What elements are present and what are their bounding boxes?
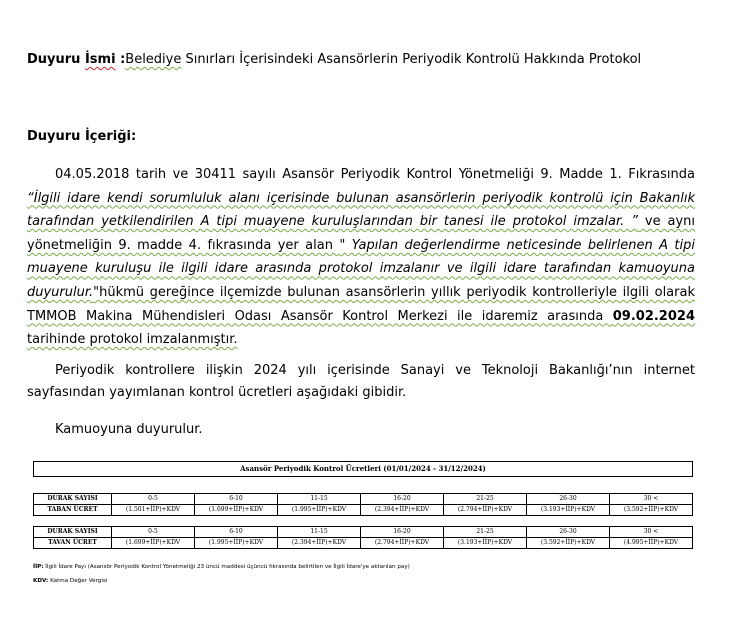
para1-text-1: 04.05.2018 tarih ve 30411 sayılı Asansör Periyodik Kontrol Yönetmeliği 9. Madde 1. Fıkrasında — [55, 167, 695, 182]
ceiling-fee-label: TAVAN ÜCRET — [34, 538, 112, 549]
fee-cell: (3.193+İİP)+KDV — [527, 505, 610, 516]
announcement-name-value-a: Belediye — [125, 52, 182, 67]
iip-text: İlgili İdare Payı (Asansör Periyodik Kontrol Yönetmeliği 23 üncü maddesi üçüncü fıkrasında belirtilen ve İlgili İdare'ye aktarılan pay) — [43, 564, 410, 570]
kdv-abbr: KDV: — [33, 578, 49, 584]
fee-cell: (2.794+İİP)+KDV — [444, 505, 527, 516]
para1-text-3: "hükmü gereğince ilçemizde bulunan asansörlerin yıllık periyodik kontrolleriyle ilgili olarak TMMOB Makina Mühendisleri Odası Asansör Kontrol Merkezi ile idaremiz arasında — [27, 284, 695, 324]
paragraph-fees-intro — [27, 360, 695, 404]
fee-cell: (2.394+İİP)+KDV — [361, 505, 444, 516]
fee-table-caption: Asansör Periyodik Kontrol Ücretleri (01/01/2024 - 31/12/2024) — [33, 461, 693, 477]
fee-cell: (3.592+İİP)+KDV — [610, 505, 693, 516]
fee-cell: (1.995+İİP)+KDV — [278, 505, 361, 516]
range-cell: 26-30 — [527, 527, 610, 538]
fee-cell: (1.501+İİP)+KDV — [112, 505, 195, 516]
note-iip — [33, 564, 410, 570]
announcement-name-value-b: Sınırları İçerisindeki Asansörlerin Periyodik Kontrolü Hakkında Protokol — [181, 52, 642, 67]
announcement-name-label-b: İsmi — [84, 52, 116, 67]
table-row — [34, 527, 693, 538]
closing-line: Kamuoyuna duyurulur. — [55, 422, 203, 437]
para1-quote-2: " Yapılan değerlendirme neticesinde belirlenen A tipi muayene kuruluşu ile ilgili idare arasında protokol imzalanır ve ilgili idare tarafından kamuoyuna duyurulur. — [27, 237, 695, 300]
range-cell: 11-15 — [278, 527, 361, 538]
range-cell: 16-20 — [361, 527, 444, 538]
range-cell: 0-5 — [112, 527, 195, 538]
announcement-name-label-c: : — [115, 52, 126, 67]
announcement-name-label-a: Duyuru — [27, 52, 85, 67]
range-cell: 0-5 — [112, 494, 195, 505]
fee-cell: (1.995+İİP)+KDV — [195, 538, 278, 549]
paragraph-regulation — [27, 163, 695, 352]
para1-text-4: tarihinde protokol imzalanmıştır. — [27, 332, 238, 348]
range-cell: 16-20 — [361, 494, 444, 505]
fee-cell: (2.394+İİP)+KDV — [278, 538, 361, 549]
range-cell: 6-10 — [195, 527, 278, 538]
para1-quote-1: “İlgili idare kendi sorumluluk alanı içerisinde bulunan asansörlerin periyodik kontrolü için Bakanlık tarafından yetkilendirilen A tipi muayene kuruluşlarından bir tanesi ile protokol imzalar. ” — [27, 190, 695, 230]
stop-count-label: DURAK SAYISI — [34, 494, 112, 505]
table-row — [34, 538, 693, 549]
base-fee-table — [33, 493, 693, 516]
base-fee-label: TABAN ÜCRET — [34, 505, 112, 516]
fee-cell: (1.699+İİP)+KDV — [195, 505, 278, 516]
fee-cell: (3.193+İİP)+KDV — [444, 538, 527, 549]
iip-abbr: İİP: — [33, 564, 44, 570]
kdv-text: Katma Değer Vergisi — [48, 578, 108, 584]
range-cell: 26-30 — [527, 494, 610, 505]
table-row — [34, 505, 693, 516]
fee-table-block — [33, 461, 693, 549]
range-cell: 6-10 — [195, 494, 278, 505]
protocol-date: 09.02.2024 — [612, 308, 695, 324]
range-cell: 30 < — [610, 527, 693, 538]
fee-cell: (4.995+İİP)+KDV — [610, 538, 693, 549]
range-cell: 21-25 — [444, 494, 527, 505]
para2-text: Periyodik kontrollere ilişkin 2024 yılı içerisinde Sanayi ve Teknoloji Bakanlığı’nın internet sayfasından yayımlanan kontrol ücretleri aşağıdaki gibidir. — [27, 363, 695, 400]
table-row — [34, 494, 693, 505]
content-heading: Duyuru İçeriği: — [27, 129, 137, 144]
fee-cell: (2.794+İİP)+KDV — [361, 538, 444, 549]
range-cell: 21-25 — [444, 527, 527, 538]
para1-text-2: ve aynı yönetmeliğin 9. madde 4. fıkrasında yer alan — [27, 214, 696, 253]
range-cell: 11-15 — [278, 494, 361, 505]
fee-cell: (1.699+İİP)+KDV — [112, 538, 195, 549]
note-kdv — [33, 578, 107, 584]
announcement-title — [27, 52, 641, 67]
stop-count-label: DURAK SAYISI — [34, 527, 112, 538]
ceiling-fee-table — [33, 526, 693, 549]
range-cell: 30 < — [610, 494, 693, 505]
fee-cell: (3.592+İİP)+KDV — [527, 538, 610, 549]
